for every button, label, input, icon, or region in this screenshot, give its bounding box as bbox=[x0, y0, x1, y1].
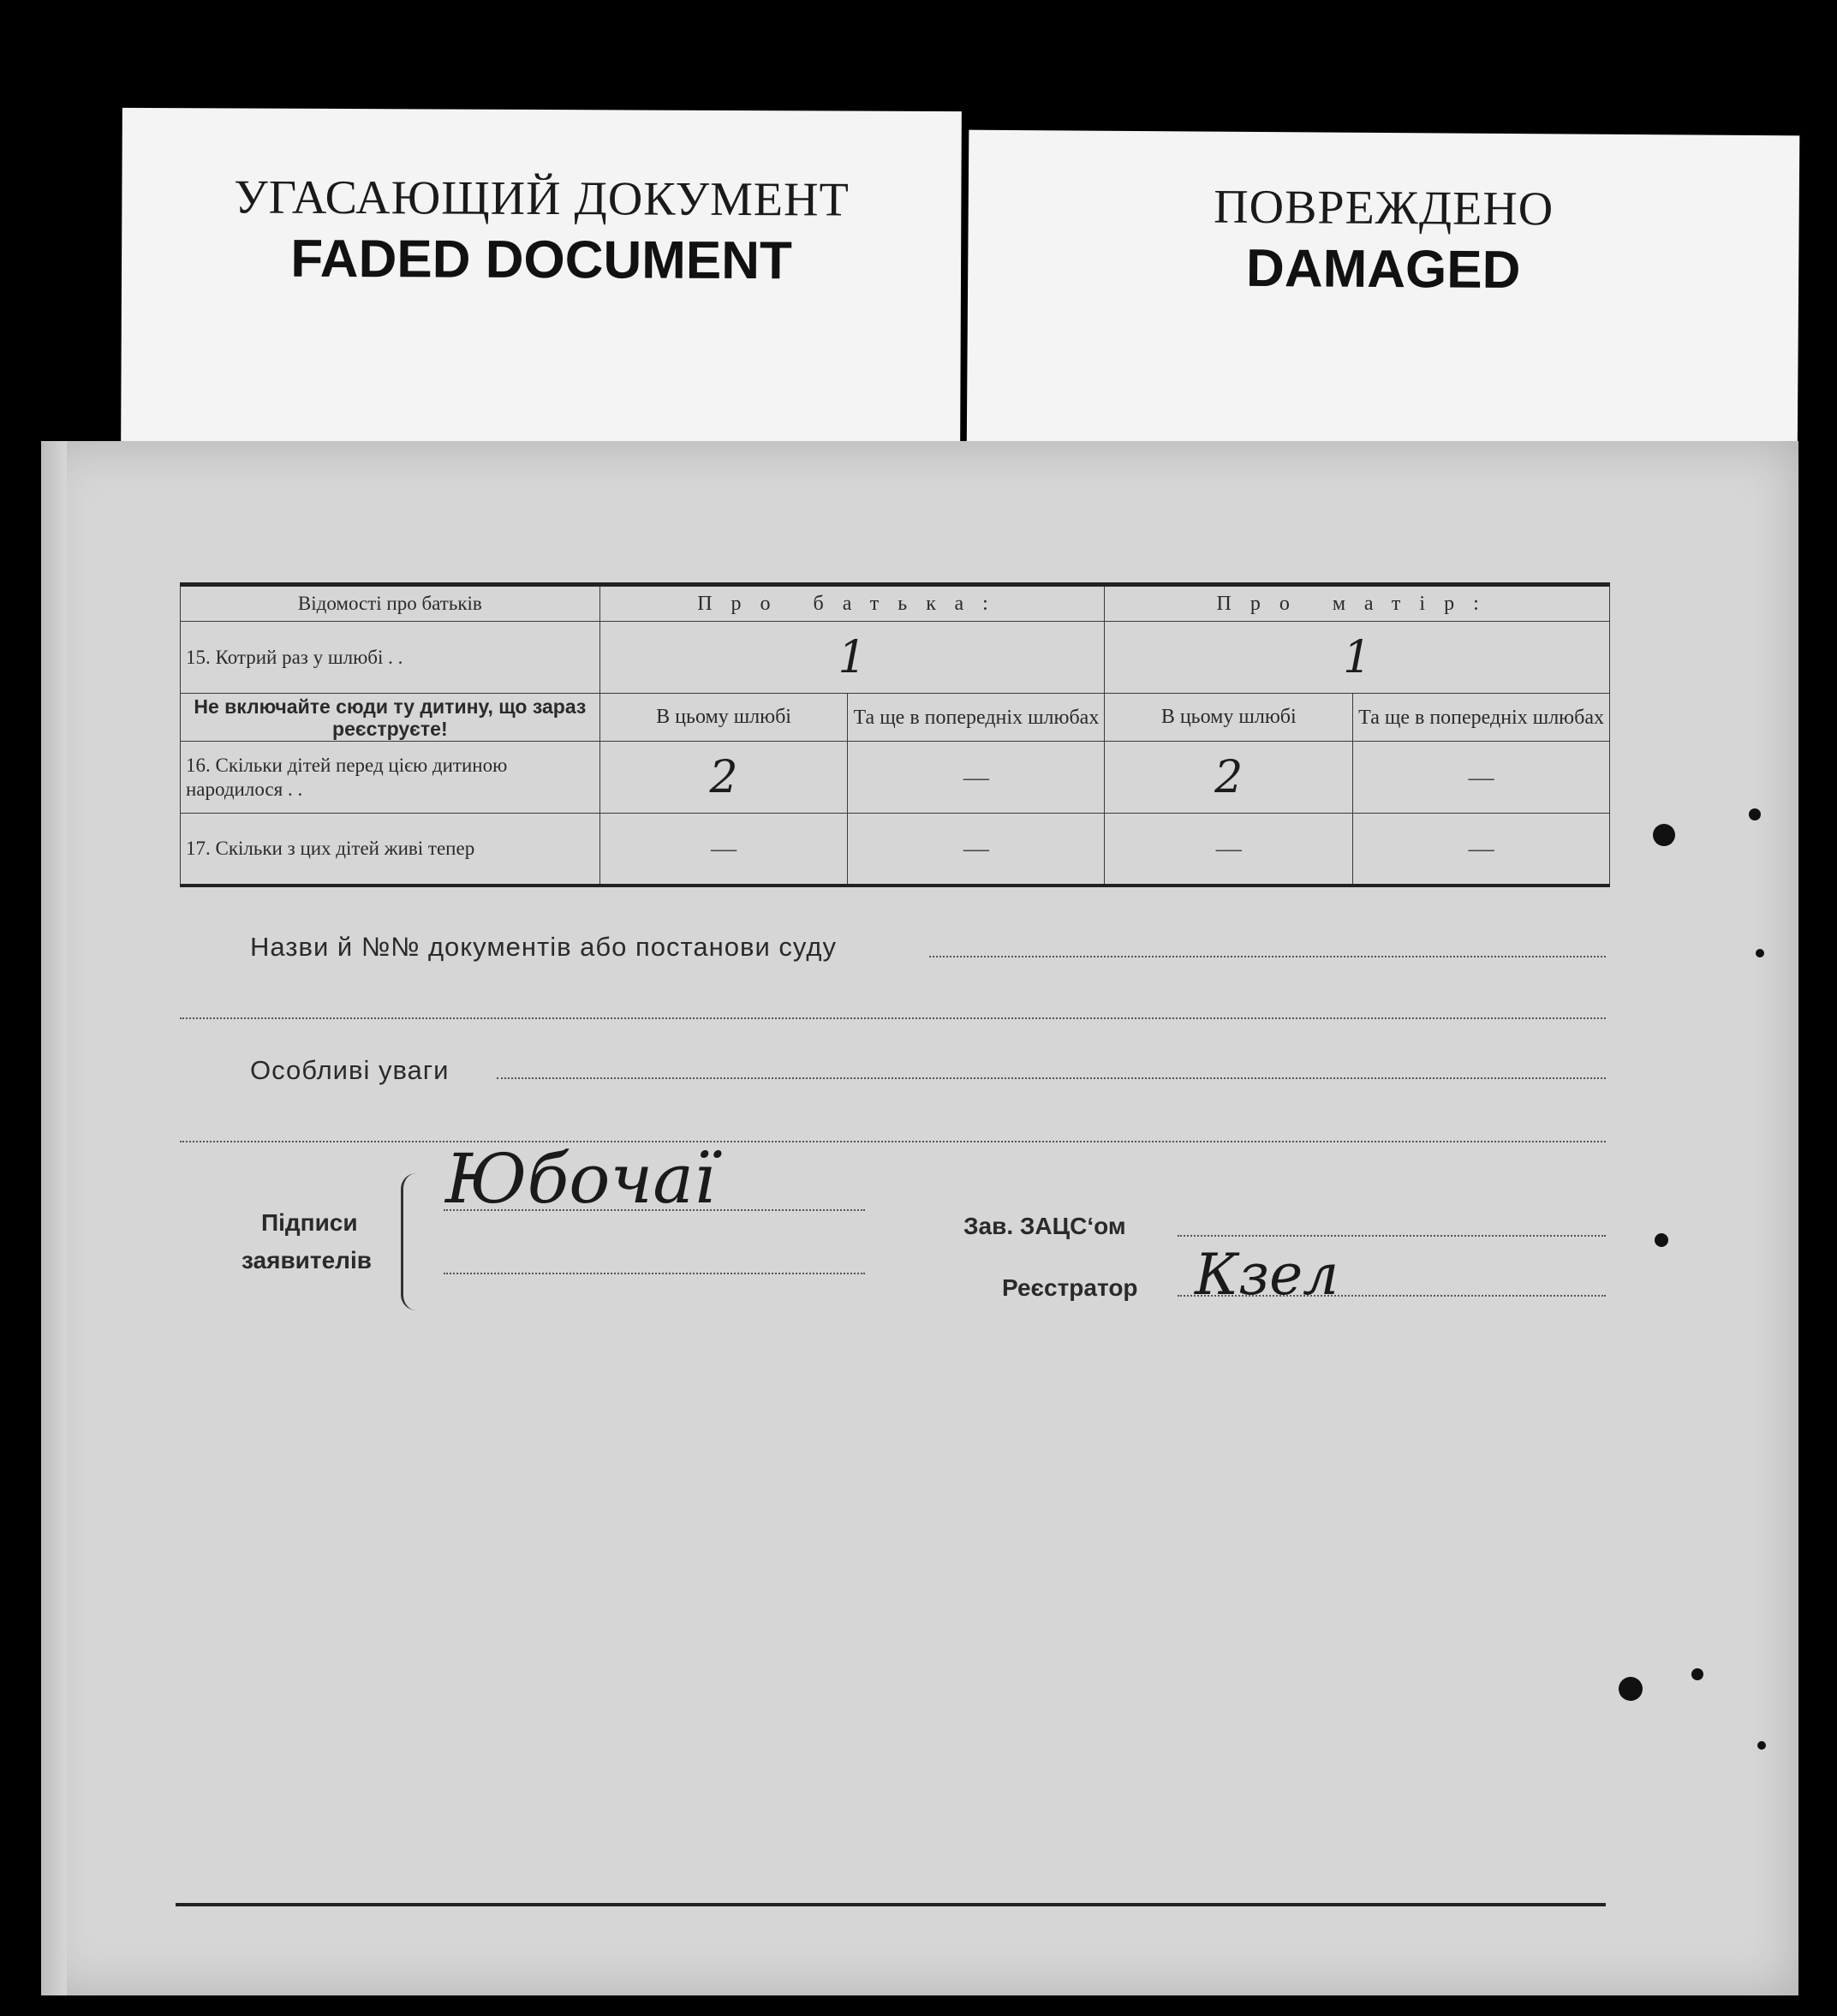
row17-value: — bbox=[1105, 814, 1353, 886]
remarks-field-label: Особливі уваги bbox=[250, 1055, 450, 1085]
punch-hole bbox=[1691, 1668, 1703, 1680]
row17-value: — bbox=[848, 814, 1105, 886]
faded-document-card bbox=[121, 108, 962, 447]
table-header-label: Відомості про батьків bbox=[181, 585, 600, 622]
damaged-card-english: DAMAGED bbox=[1245, 238, 1521, 301]
documents-field-label: Назви й №№ документів або постанови суду bbox=[250, 932, 837, 962]
punch-hole bbox=[1619, 1677, 1643, 1701]
punch-hole bbox=[1757, 1741, 1766, 1750]
sheet-edge bbox=[41, 441, 67, 1995]
row16-value: 2 bbox=[599, 742, 848, 814]
row16-value: 2 bbox=[1105, 742, 1353, 814]
row15-mother-value: 1 bbox=[1105, 622, 1610, 694]
father-header: Про батька: bbox=[599, 585, 1105, 622]
row15-label: 15. Котрий раз у шлюбі . . bbox=[181, 622, 600, 694]
faded-card-russian: УГАСАЮЩИЙ ДОКУМЕНТ bbox=[233, 170, 850, 227]
bottom-rule bbox=[176, 1903, 1606, 1906]
faded-card-english: FADED DOCUMENT bbox=[290, 229, 793, 291]
documents-line-2 bbox=[180, 1017, 1606, 1019]
remarks-line bbox=[497, 1077, 1606, 1079]
row17-label: 17. Скільки з цих дітей живі тепер bbox=[181, 814, 600, 886]
punch-hole bbox=[1756, 949, 1764, 957]
remarks-line-2 bbox=[180, 1141, 1606, 1142]
registrar-signature: Кзел bbox=[1195, 1242, 1339, 1308]
applicants-label-line2: заявителів bbox=[242, 1247, 372, 1273]
exclusion-note: Не включайте сюди ту дитину, що зараз реєструєте! bbox=[181, 694, 600, 742]
damaged-card-russian: ПОВРЕЖДЕНО bbox=[1213, 180, 1554, 236]
row17-value: — bbox=[1353, 814, 1610, 886]
head-sign-line bbox=[1178, 1235, 1606, 1237]
registrar-label: Реєстратор bbox=[1002, 1274, 1138, 1301]
col-this-marriage-father: В цьому шлюбі bbox=[599, 694, 848, 742]
applicants-brace bbox=[401, 1173, 417, 1310]
col-prev-marriages-mother: Та ще в попередніх шлюбах bbox=[1353, 694, 1610, 742]
punch-hole bbox=[1653, 824, 1675, 846]
row16-value: — bbox=[1353, 742, 1610, 814]
parents-info-table bbox=[180, 582, 1610, 887]
col-prev-marriages-father: Та ще в попередніх шлюбах bbox=[848, 694, 1105, 742]
applicant-signature: Юбочаї bbox=[445, 1139, 716, 1219]
damaged-card bbox=[967, 130, 1800, 466]
punch-hole bbox=[1655, 1233, 1668, 1247]
head-zags-label: Зав. ЗАЦС‘ом bbox=[963, 1213, 1126, 1239]
applicants-label-line1: Підписи bbox=[261, 1209, 358, 1236]
col-this-marriage-mother: В цьому шлюбі bbox=[1105, 694, 1353, 742]
applicant-sign-line-2 bbox=[444, 1273, 865, 1274]
row16-label: 16. Скільки дітей перед цією дитиною народилося . . bbox=[181, 742, 600, 814]
documents-line bbox=[929, 956, 1606, 957]
applicant-sign-line-1 bbox=[444, 1209, 865, 1211]
mother-header: Про матір: bbox=[1105, 585, 1610, 622]
punch-hole bbox=[1749, 808, 1761, 820]
row15-father-value: 1 bbox=[599, 622, 1105, 694]
row17-value: — bbox=[599, 814, 848, 886]
row16-value: — bbox=[848, 742, 1105, 814]
